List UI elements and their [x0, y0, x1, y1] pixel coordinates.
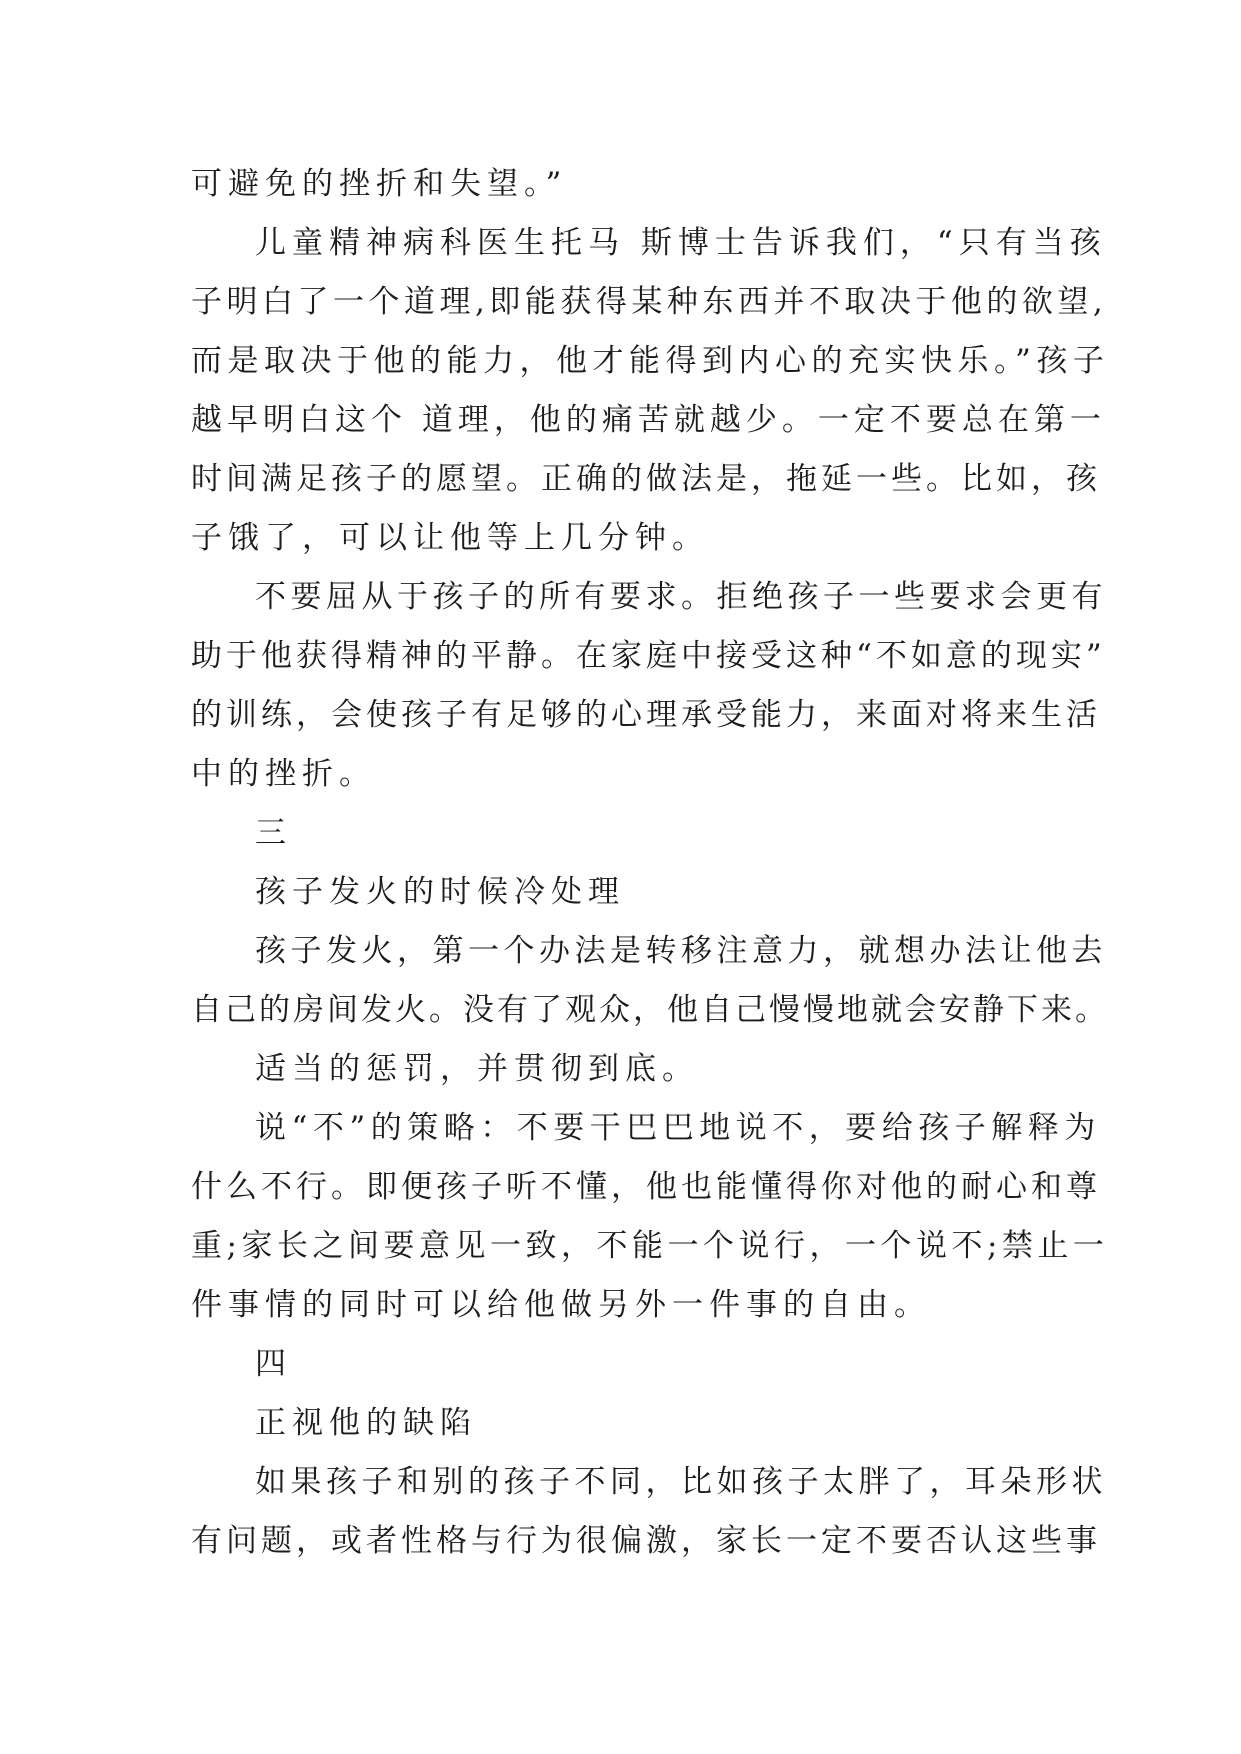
text-line: 适当的惩罚，并贯彻到底。: [255, 1051, 699, 1087]
document-body: [191, 155, 1111, 1571]
text-line: 中的挫折。: [191, 756, 376, 792]
text-line: 儿童精神病科医生托马 斯博士告诉我们，“只有当孩: [255, 225, 1107, 261]
text-line: 孩子发火，第一个办法是转移注意力，就想办法让他去: [255, 933, 1107, 969]
text-line: 时间满足孩子的愿望。正确的做法是，拖延一些。比如，孩: [191, 461, 1101, 497]
text-line: 什么不行。即便孩子听不懂，他也能懂得你对他的耐心和尊: [191, 1169, 1101, 1205]
text-line: 正视他的缺陷: [255, 1405, 477, 1441]
text-line: 子饿了，可以让他等上几分钟。: [191, 520, 709, 556]
text-line: 件事情的同时可以给他做另外一件事的自由。: [191, 1287, 931, 1323]
text-line: 重;家长之间要意见一致，不能一个说行，一个说不;禁止一: [191, 1228, 1109, 1264]
text-line: 越早明白这个 道理，他的痛苦就越少。一定不要总在第一: [191, 402, 1106, 438]
text-line: 的训练，会使孩子有足够的心理承受能力，来面对将来生活: [191, 697, 1101, 733]
text-line: 有问题，或者性格与行为很偏激，家长一定不要否认这些事: [191, 1523, 1101, 1559]
text-line: 不要屈从于孩子的所有要求。拒绝孩子一些要求会更有: [255, 579, 1107, 615]
text-line: 可避免的挫折和失望。”: [191, 166, 568, 202]
text-line: 三: [255, 815, 292, 851]
text-line: 助于他获得精神的平静。在家庭中接受这种“不如意的现实”: [191, 638, 1106, 674]
text-line: 子明白了一个道理,即能获得某种东西并不取决于他的欲望,: [191, 284, 1108, 320]
text-line: 四: [255, 1346, 292, 1382]
text-line: 孩子发火的时候冷处理: [255, 874, 625, 910]
text-line: 说“不”的策略：不要干巴巴地说不，要给孩子解释为: [255, 1110, 1101, 1146]
text-line: 而是取决于他的能力，他才能得到内心的充实快乐。”孩子: [191, 343, 1110, 379]
text-line: 自己的房间发火。没有了观众，他自己慢慢地就会安静下来。: [191, 992, 1109, 1028]
text-line: 如果孩子和别的孩子不同，比如孩子太胖了，耳朵形状: [255, 1464, 1107, 1500]
